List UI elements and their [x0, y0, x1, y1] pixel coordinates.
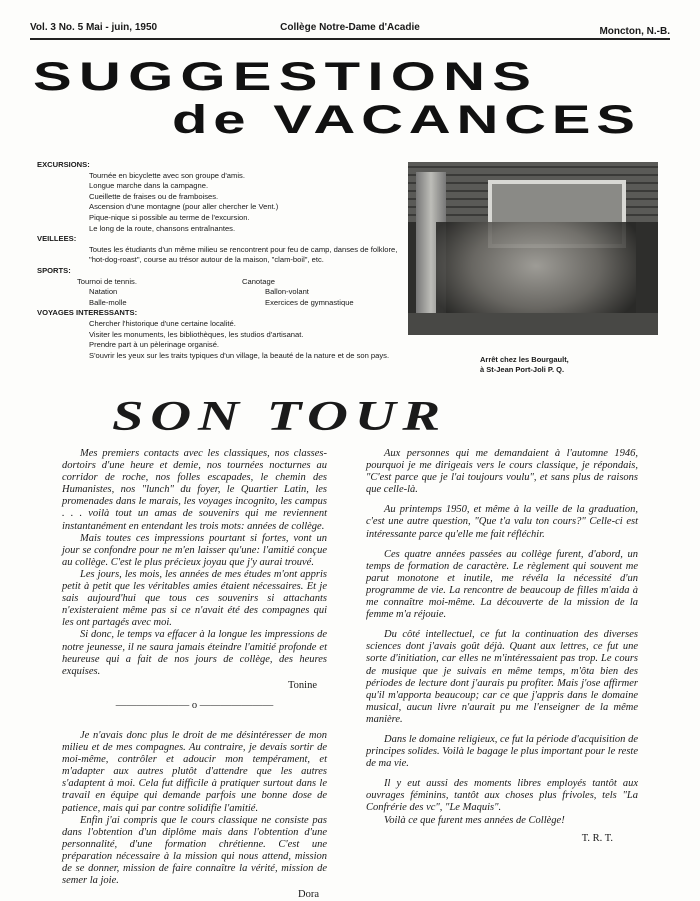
paragraph: Mes premiers contacts avec les classiques, nos classes-dortoirs d'une heure et demie, nos tournées nocturnes au corridor de roche, nos folles escapades, le chemin des Humanistes, nos "lunch" du foyer, le Quartier Latin, les promenades dans le marais, les voyages incognito, les campus . . . voilà tout un amas de souvenirs qui me reviennent instantanément en entendant les trois mots: années de collège. — [62, 448, 327, 532]
paragraph: Du côté intellectuel, ce fut la continuation des diverses sciences dont j'avais goût déjà. Quant aux lettres, ce fut une sorte d'initiation, car elles ne m'intéressaient pas trop. Le cours de musique que je suivais en même temps, m'ôta bien des périodes de lecture dont j'aurais pu profiter. Mais j'ose affirmer qu'il m'apporta beaucoup; car ce que j'appris dans le domaine musical, aucun livre n'aurait pu me l'enseigner de la même manière. — [366, 629, 638, 725]
list-item: Longue marche dans la campagne. — [89, 181, 209, 191]
sports-row — [37, 298, 407, 309]
paragraph: Aux personnes qui me demandaient à l'automne 1946, pourquoi je me dirigeais vers le cours classique, je répondais, "C'est parce que je l'ai toujours voulu", et sans plus de raisons que celle-là. — [366, 448, 638, 496]
article-column-left — [62, 448, 327, 901]
page-title-line1: SUGGESTIONS — [33, 55, 539, 99]
list-item: S'ouvrir les yeux sur les traits typiques d'un village, la beauté de la nature et de son pays. — [89, 350, 390, 360]
list-item: Balle-molle — [89, 297, 127, 307]
list-item: Cueillette de fraises ou de framboises. — [89, 191, 219, 201]
issue-info: Vol. 3 No. 5 Mai - juin, 1950 — [30, 22, 158, 33]
paragraph: Au printemps 1950, et même à la veille de la graduation, c'est une autre question, "Que t'a valu ton cours?" Celle-ci est intéressante parce qu'elle me fait réfléchir. — [366, 504, 638, 540]
vacation-suggestions — [37, 160, 407, 361]
category-excursions: EXCURSIONS: — [37, 160, 90, 169]
list-item: Ascension d'une montagne (pour aller chercher le Vent.) — [89, 202, 279, 212]
list-item: Ballon-volant — [265, 287, 309, 297]
list-item: Le long de la route, chansons entraînantes. — [89, 223, 236, 233]
header-rule — [30, 38, 670, 40]
paragraph: Si donc, le temps va effacer à la longue les impressions de notre jeunesse, il ne saura jamais éteindre l'amitié profonde et heureuse qui a fait de nos jours de collège, des heures exquises. — [62, 629, 327, 677]
list-item: Pique-nique si possible au terme de l'excursion. — [89, 212, 250, 222]
paragraph: Je n'avais donc plus le droit de me désintéresser de mon milieu et de mes compagnes. Au contraire, je devais sortir de moi-même, contrôler et adoucir mon tempérament, et m'adapter aux autres plutôt d'attendre que les autres s'adaptent à moi. Cela fut difficile à pratiquer surtout dans le travail en équipe qui demande parfois une bonne dose de patience, mais qui par contre solidifie l'amitié. — [62, 729, 327, 814]
list-item: Natation — [89, 287, 118, 297]
masthead — [30, 18, 670, 40]
list-item: Prendre part à un pèlerinage organisé. — [89, 340, 220, 350]
article-column-right — [366, 448, 638, 845]
school-name: Collège Notre-Dame d'Acadie — [280, 22, 420, 33]
sports-row — [37, 277, 407, 288]
caption-line: à St-Jean Port-Joli P. Q. — [480, 365, 565, 374]
list-item: Toutes les étudiants d'un même milieu se rencontrent pour feu de camp, danses de folklore, "hot-dog-roast", course au trésor autour de la maison, "clam-boil", etc. — [89, 244, 398, 265]
list-item: Visiter les monuments, les bibliothèques, les studios d'artisanat. — [89, 329, 304, 339]
group-photo — [408, 162, 658, 335]
paragraph: Les jours, les mois, les années de mes études m'ont appris petit à petit que les véritables amies étaient nécessaires. Et je sais aujourd'hui que tous ces souvenirs si attachants n'existeraient même pas si ce n'avait été des compagnes qui les ont partagés avec moi. — [62, 568, 327, 629]
list-item: Chercher l'historique d'une certaine localité. — [89, 318, 236, 328]
list-item: Canotage — [242, 276, 275, 286]
list-item: Tournoi de tennis. — [77, 276, 137, 286]
category-veillees: VEILLEES: — [37, 234, 77, 244]
location: Moncton, N.-B. — [599, 26, 670, 37]
caption-line: Arrêt chez les Bourgault, — [480, 355, 569, 364]
paragraph: Voilà ce que furent mes années de Collège! — [384, 814, 565, 826]
category-voyages: VOYAGES INTERESSANTS: — [37, 308, 138, 318]
category-sports: SPORTS: — [37, 265, 71, 275]
paragraph: Mais toutes ces impressions pourtant si fortes, vont un jour se confondre pour ne m'en laisser qu'une: l'amitié conçue au collège. C'est le plus précieux joyau que j'y aurai trouvé. — [62, 532, 327, 568]
list-item: Exercices de gymnastique — [265, 297, 354, 307]
signature: T. R. T. — [581, 832, 613, 844]
page-title-line2: de VACANCES — [172, 98, 641, 142]
paragraph: Enfin j'ai compris que le cours classique ne consiste pas dans l'obtention d'un diplôme mais dans l'obtention d'une personnalité, d'une formation chrétienne. C'est une préparation nécessaire à la mission qui nous attend, mission de se donner, mission de faire connaître la vérité, mission de semer la joie. — [62, 814, 327, 887]
paragraph: Dans le domaine religieux, ce fut la période d'acquisition de principes solides. Voilà le bagage le plus important pour le reste de ma vie. — [366, 733, 638, 770]
separator: ——————— o ——————— — [115, 699, 274, 711]
paragraph: Il y eut aussi des moments libres employés tantôt aux ouvrages féminins, tantôt aux choses plus frivoles, tels "La Confrérie des vc", "Le Maquis". — [366, 778, 638, 814]
paragraph: Ces quatre années passées au collège furent, d'abord, un temps de formation de caractère. Le règlement qui souvent me parut monotone et inutile, me révéla la nécessité d'un programme de vie. La rencontre de beaucoup de filles m'aida à me connaître moi-même. La découverte de la mission de la femme m'a réjouie. — [366, 548, 638, 621]
section-title: SON TOUR — [112, 394, 447, 440]
sports-row — [37, 287, 407, 298]
signature: Tonine — [287, 679, 317, 691]
photo-caption — [480, 355, 569, 375]
signature: Dora — [298, 889, 319, 901]
list-item: Tournée en bicyclette avec son groupe d'amis. — [89, 170, 245, 180]
